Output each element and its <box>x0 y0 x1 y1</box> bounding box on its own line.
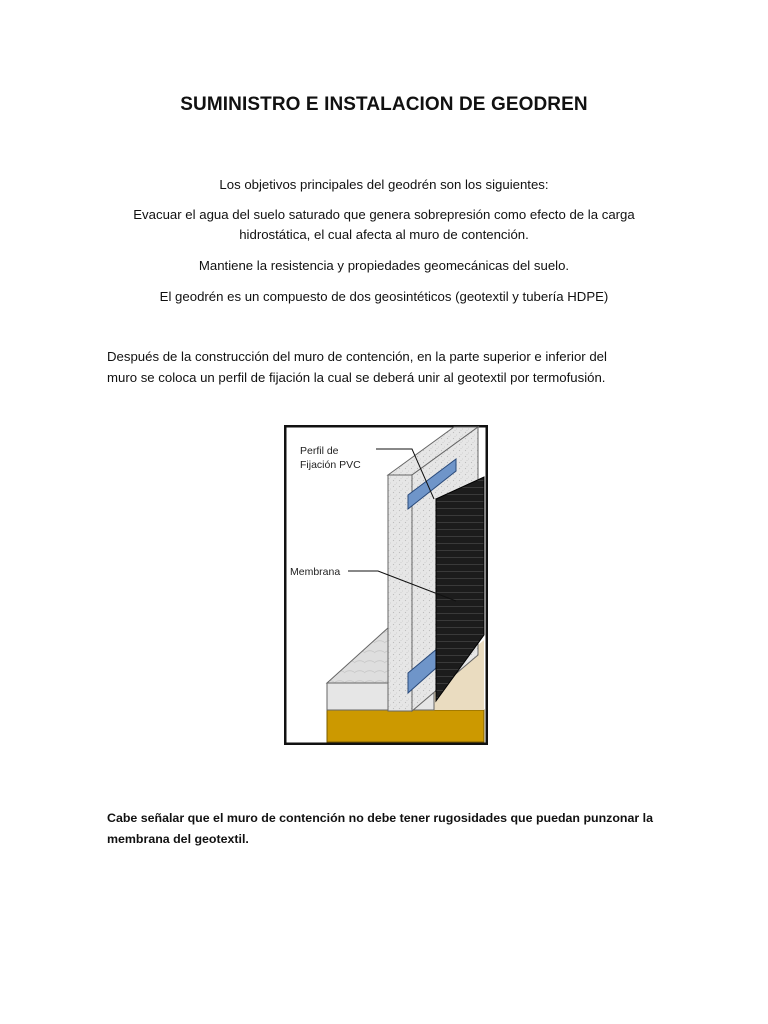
label-membrane: Membrana <box>290 566 341 578</box>
objective-3: El geodrén es un compuesto de dos geosintéticos (geotextil y tubería HDPE) <box>159 289 609 304</box>
label-profile-line-1: Perfil de <box>300 445 339 457</box>
note-line-2: membrana del geotextil. <box>107 832 249 846</box>
objective-1 <box>100 205 668 245</box>
note-line-1: Cabe señalar que el muro de contención no debe tener rugosidades que puedan punzonar la <box>107 811 653 825</box>
note-paragraph <box>107 808 667 850</box>
label-profile-line-2: Fijación PVC <box>300 459 361 471</box>
objective-1-line-1: Evacuar el agua del suelo saturado que genera sobrepresión como efecto de la carga <box>133 207 635 222</box>
installation-line-1: Después de la construcción del muro de contención, en la parte superior e inferior del <box>107 349 607 364</box>
installation-paragraph <box>107 346 667 388</box>
geodrain-diagram-svg <box>284 425 488 745</box>
objectives-intro: Los objetivos principales del geodrén son los siguientes: <box>219 177 549 192</box>
objective-2: Mantiene la resistencia y propiedades geomecánicas del suelo. <box>198 258 570 273</box>
objective-1-line-2: hidrostática, el cual afecta al muro de contención. <box>239 227 529 242</box>
base-soil <box>327 710 484 742</box>
geodrain-diagram <box>284 425 488 745</box>
installation-line-2: muro se coloca un perfil de fijación la cual se deberá unir al geotextil por termofusión. <box>107 370 606 385</box>
document-title: SUMINISTRO E INSTALACION DE GEODREN <box>180 94 588 115</box>
